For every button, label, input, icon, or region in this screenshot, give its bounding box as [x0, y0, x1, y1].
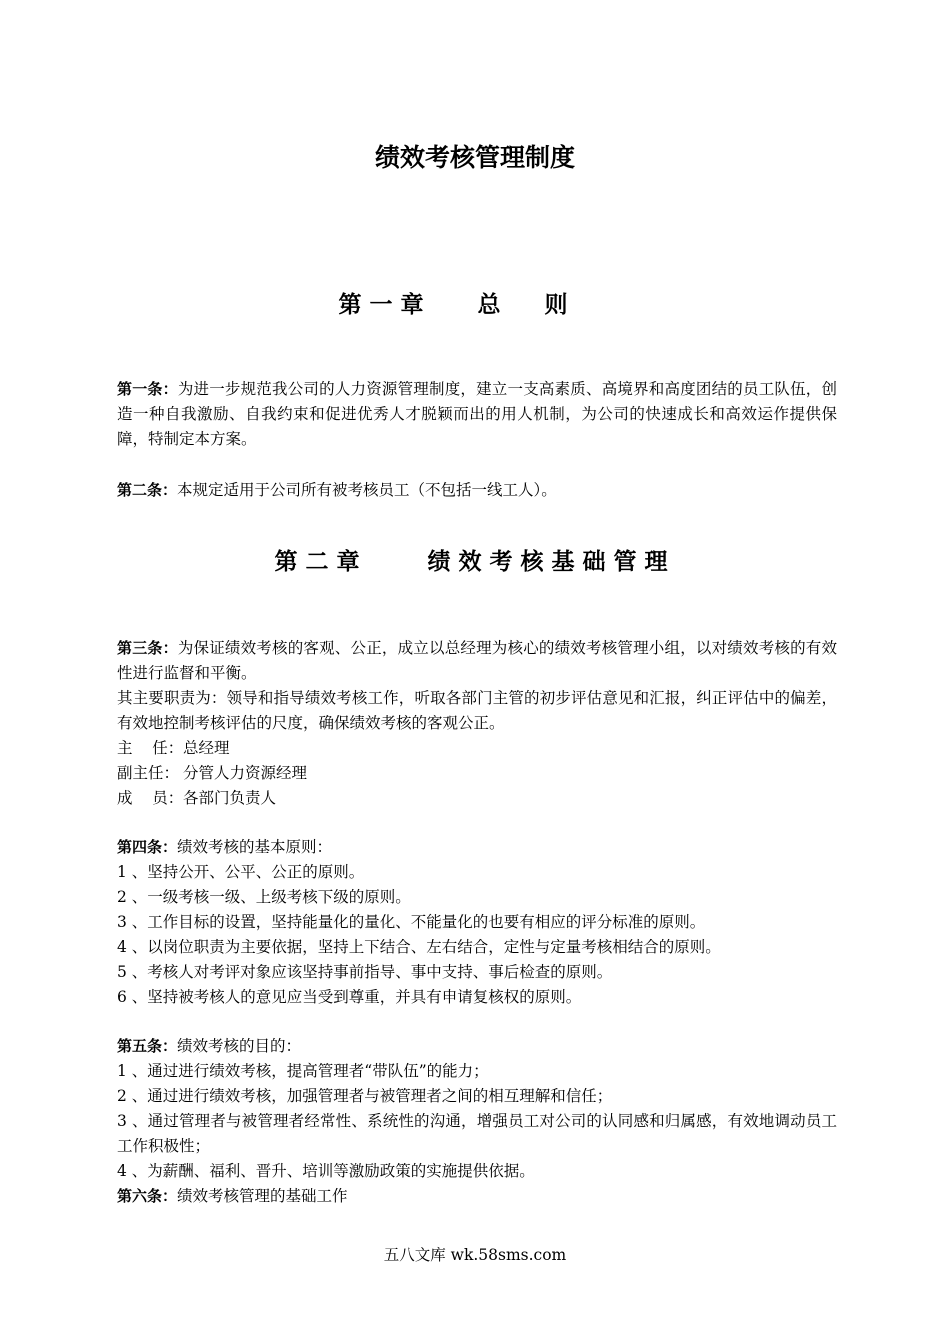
list-item: 3 、通过管理者与被管理者经常性、系统性的沟通，增强员工对公司的认同感和归属感，有效地调动员工工作积极性；	[117, 1112, 837, 1155]
role-value: 总经理	[183, 739, 230, 757]
role-key: 副主任：	[117, 764, 180, 782]
list-item: 2 、一级考核一级、上级考核下级的原则。	[117, 888, 411, 906]
article-4-text: 绩效考核的基本原则：	[177, 838, 333, 856]
list-item: 5 、考核人对考评对象应该坚持事前指导、事中支持、事后检查的原则。	[117, 963, 613, 981]
chapter-1-number: 第一章	[338, 292, 432, 318]
role-key: 主 任：	[117, 739, 184, 757]
article-3-label: 第三条：	[117, 639, 178, 657]
page-footer: 五八文库 wk.58sms.com	[383, 1246, 567, 1264]
role-row	[117, 761, 837, 786]
role-value: 各部门负责人	[183, 789, 277, 807]
chapter-2-name: 绩效考核基础管理	[427, 549, 676, 575]
list-item: 4 、以岗位职责为主要依据，坚持上下结合、左右结合，定性与定量考核相结合的原则。	[117, 938, 721, 956]
article-5-text: 绩效考核的目的：	[177, 1037, 302, 1055]
list-item: 2 、通过进行绩效考核，加强管理者与被管理者之间的相互理解和信任；	[117, 1087, 613, 1105]
article-6-text: 绩效考核管理的基础工作	[177, 1187, 348, 1205]
chapter-2-number: 第二章	[274, 549, 368, 575]
chapter-1-name: 总则	[477, 292, 612, 318]
article-5	[117, 1034, 837, 1209]
article-3-text: 为保证绩效考核的客观、公正，成立以总经理为核心的绩效考核管理小组，以对绩效考核的有效性进行监督和平衡。	[117, 639, 837, 682]
article-2-label: 第二条：	[117, 481, 178, 499]
role-row	[117, 736, 837, 761]
list-item: 1 、坚持公开、公平、公正的原则。	[117, 863, 365, 881]
role-key: 成 员：	[117, 789, 184, 807]
role-value: 分管人力资源经理	[183, 764, 308, 782]
article-3	[117, 636, 837, 811]
list-item: 6 、坚持被考核人的意见应当受到尊重，并具有申请复核权的原则。	[117, 988, 582, 1006]
chapter-2-heading	[0, 546, 950, 578]
article-1	[117, 377, 837, 452]
chapter-1-heading	[0, 289, 950, 321]
article-4-label: 第四条：	[117, 838, 178, 856]
article-6	[117, 1184, 837, 1209]
article-2-text: 本规定适用于公司所有被考核员工（不包括一线工人）。	[177, 481, 557, 499]
article-5-label: 第五条：	[117, 1037, 178, 1055]
article-2	[117, 478, 837, 503]
article-6-label: 第六条：	[117, 1187, 178, 1205]
list-item: 4 、为薪酬、福利、晋升、培训等激励政策的实施提供依据。	[117, 1162, 535, 1180]
article-4	[117, 835, 837, 1010]
list-item: 3 、工作目标的设置，坚持能量化的量化、不能量化的也要有相应的评分标准的原则。	[117, 913, 706, 931]
role-row	[117, 786, 837, 811]
list-item: 1 、通过进行绩效考核，提高管理者“带队伍”的能力；	[117, 1062, 489, 1080]
document-title: 绩效考核管理制度	[374, 143, 575, 172]
article-1-text: 为进一步规范我公司的人力资源管理制度，建立一支高素质、高境界和高度团结的员工队伍，创造一种自我激励、自我约束和促进优秀人才脱颖而出的用人机制，为公司的快速成长和高效运作提供保障，特制定本方案。	[117, 380, 837, 448]
article-3-duties: 其主要职责为：领导和指导绩效考核工作，听取各部门主管的初步评估意见和汇报，纠正评估中的偏差，有效地控制考核评估的尺度，确保绩效考核的客观公正。	[117, 689, 837, 732]
article-1-label: 第一条：	[117, 380, 178, 398]
